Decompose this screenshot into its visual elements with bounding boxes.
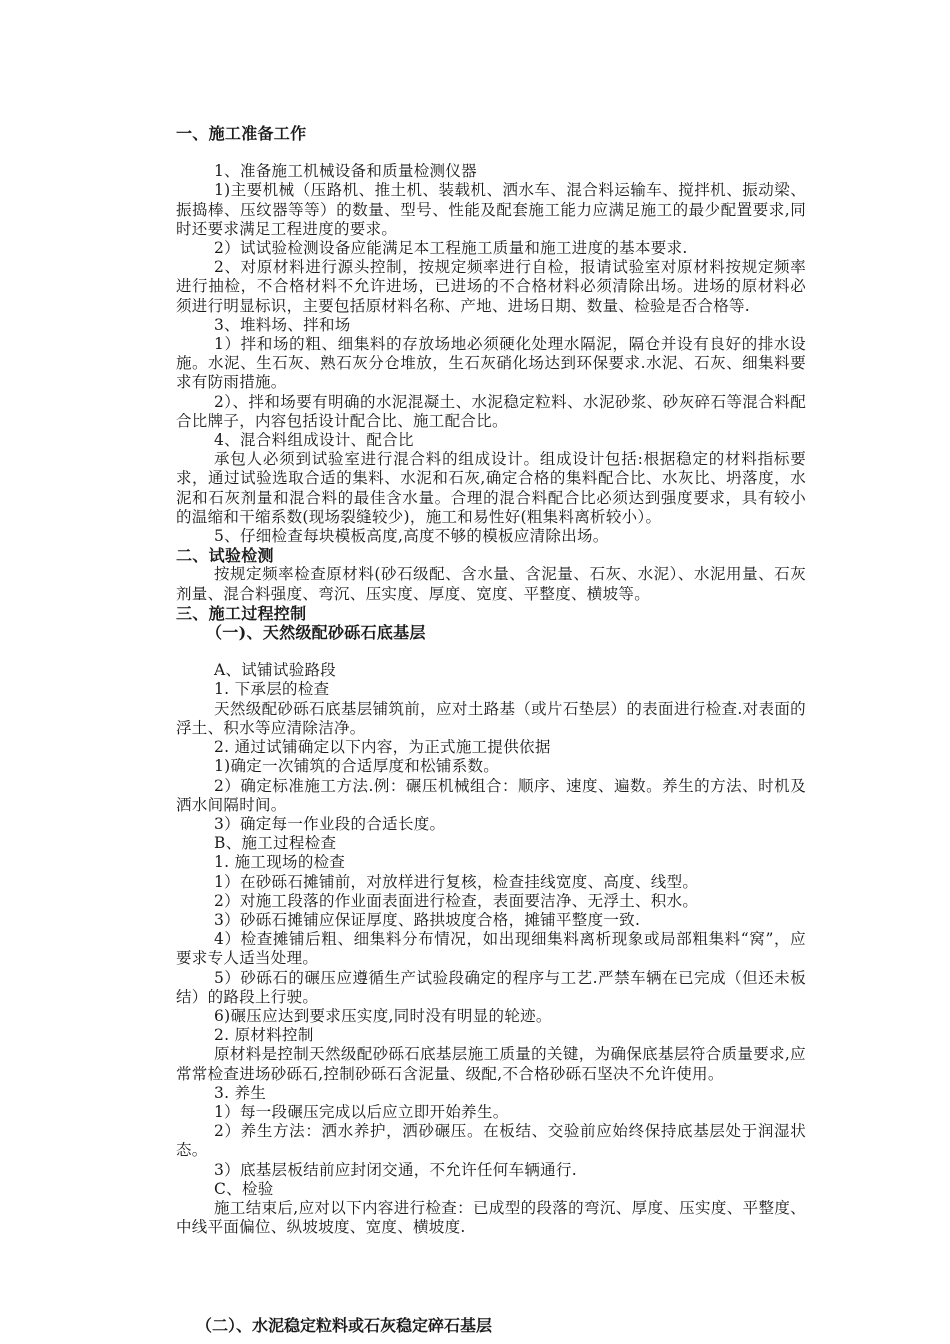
- item-heading: 2. 原材料控制: [214, 1026, 314, 1045]
- paragraph: 2）养生方法：洒水养护，洒砂碾压。在板结、交验前应始终保持底基层处于润湿状态。: [176, 1122, 806, 1160]
- paragraph: 施工结束后,应对以下内容进行检查：已成型的段落的弯沉、厚度、压实度、平整度、中线平面偏位、纵坡坡度、宽度、横坡度.: [176, 1198, 806, 1237]
- paragraph: 3）确定每一作业段的合适长度。: [214, 814, 446, 833]
- item-heading: B、施工过程检查: [214, 834, 337, 853]
- paragraph: 2）确定标准施工方法.例：碾压机械组合：顺序、速度、遍数。养生的方法、时机及洒水间隔时间。: [176, 776, 806, 814]
- paragraph: 天然级配砂砾石底基层铺筑前，应对土路基（或片石垫层）的表面进行检查.对表面的浮土、积水等应清除洁净。: [176, 699, 806, 737]
- document-body: [176, 124, 806, 1237]
- paragraph: 4）检查摊铺后粗、细集料分布情况，如出现细集料离析现象或局部粗集料“窝”，应要求专人适当处理。: [176, 930, 806, 968]
- paragraph: 原材料是控制天然级配砂砾石底基层施工质量的关键，为确保底基层符合质量要求,应常常检查进场砂砾石,控制砂砾石含泥量、级配,不合格砂砾石坚决不允许使用。: [176, 1045, 806, 1083]
- section-3-title: 三、施工过程控制: [176, 603, 307, 623]
- subsection-1-title: （一)、天然级配砂砾石底基层: [206, 623, 426, 643]
- paragraph: 2）试试验检测设备应能满足本工程施工质量和施工进度的基本要求.: [214, 239, 688, 258]
- paragraph: 5、仔细检查每块模板高度,高度不够的模板应清除出场。: [214, 527, 609, 546]
- section-1-title: 一、施工准备工作: [176, 124, 307, 143]
- paragraph: 2）、拌和场要有明确的水泥混凝土、水泥稳定粒料、水泥砂浆、砂灰碎石等混合料配合比牌子，内容包括设计配合比、施工配合比。: [176, 392, 806, 430]
- subsection-2-title: （二）、水泥稳定粒料或石灰稳定碎石基层: [196, 1316, 493, 1335]
- paragraph: 3）砂砾石摊铺应保证厚度、路拱坡度合格，摊铺平整度一致.: [214, 910, 641, 929]
- item-heading: A、试铺试验路段: [214, 661, 337, 680]
- paragraph: 1）在砂砾石摊铺前，对放样进行复核，检查挂线宽度、高度、线型。: [214, 872, 699, 891]
- paragraph: 1)确定一次铺筑的合适厚度和松铺系数。: [214, 757, 500, 776]
- section-2-title: 二、试验检测: [176, 546, 274, 566]
- paragraph: 2）对施工段落的作业面表面进行检查，表面要洁净、无浮土、积水。: [214, 891, 699, 910]
- item-heading: 1. 下承层的检查: [214, 680, 330, 699]
- item-heading: 3. 养生: [214, 1083, 267, 1102]
- paragraph: 5）砂砾石的碾压应遵循生产试验段确定的程序与工艺.严禁车辆在已完成（但还未板结）的路段上行驶。: [176, 968, 806, 1006]
- paragraph: 承包人必须到试验室进行混合料的组成设计。组成设计包括:根据稳定的材料指标要求，通过试验选取合适的集料、水泥和石灰,确定合格的集料配合比、水灰比、坍落度，水泥和石灰剂量和混合料的最佳含水量。合理的混合料配合比必须达到强度要求，具有较小的温缩和干缩系数(现场裂缝较少)，施工和易性好(粗集料离析较小）。: [176, 450, 806, 526]
- item-heading: 2. 通过试铺确定以下内容，为正式施工提供依据: [214, 738, 551, 757]
- paragraph: 6)碾压应达到要求压实度,同时没有明显的轮迹。: [214, 1006, 552, 1025]
- item-heading: C、检验: [214, 1179, 274, 1198]
- paragraph: 按规定频率检查原材料(砂石级配、含水量、含泥量、石灰、水泥）、水泥用量、石灰剂量、混合料强度、弯沉、压实度、厚度、宽度、平整度、横坡等。: [176, 565, 806, 603]
- paragraph: 1、准备施工机械设备和质量检测仪器: [214, 162, 477, 181]
- paragraph: 3）底基层板结前应封闭交通，不允许任何车辆通行.: [214, 1160, 577, 1179]
- paragraph: 1)主要机械（压路机、推土机、装载机、洒水车、混合料运输车、搅拌机、振动梁、振捣棒、压纹器等等）的数量、型号、性能及配套施工能力应满足施工的最少配置要求,同时还要求满足工程进度的要求。: [176, 181, 806, 238]
- item-heading: 1. 施工现场的检查: [214, 853, 346, 872]
- paragraph: 4、混合料组成设计、配合比: [214, 431, 414, 450]
- paragraph: 1）拌和场的粗、细集料的存放场地必须硬化处理水隔泥，隔仓并设有良好的排水设施。水泥、生石灰、熟石灰分仓堆放，生石灰硝化场达到环保要求.水泥、石灰、细集料要求有防雨措施。: [176, 335, 806, 392]
- paragraph: 3、堆料场、拌和场: [214, 315, 351, 334]
- paragraph: 2、对原材料进行源头控制，按规定频率进行自检，报请试验室对原材料按规定频率进行抽检，不合格材料不允许进场，已进场的不合格材料必须清除出场。进场的原材料必须进行明显标识，主要包括原材料名称、产地、进场日期、数量、检验是否合格等.: [176, 258, 806, 315]
- paragraph: 1）每一段碾压完成以后应立即开始养生。: [214, 1102, 509, 1121]
